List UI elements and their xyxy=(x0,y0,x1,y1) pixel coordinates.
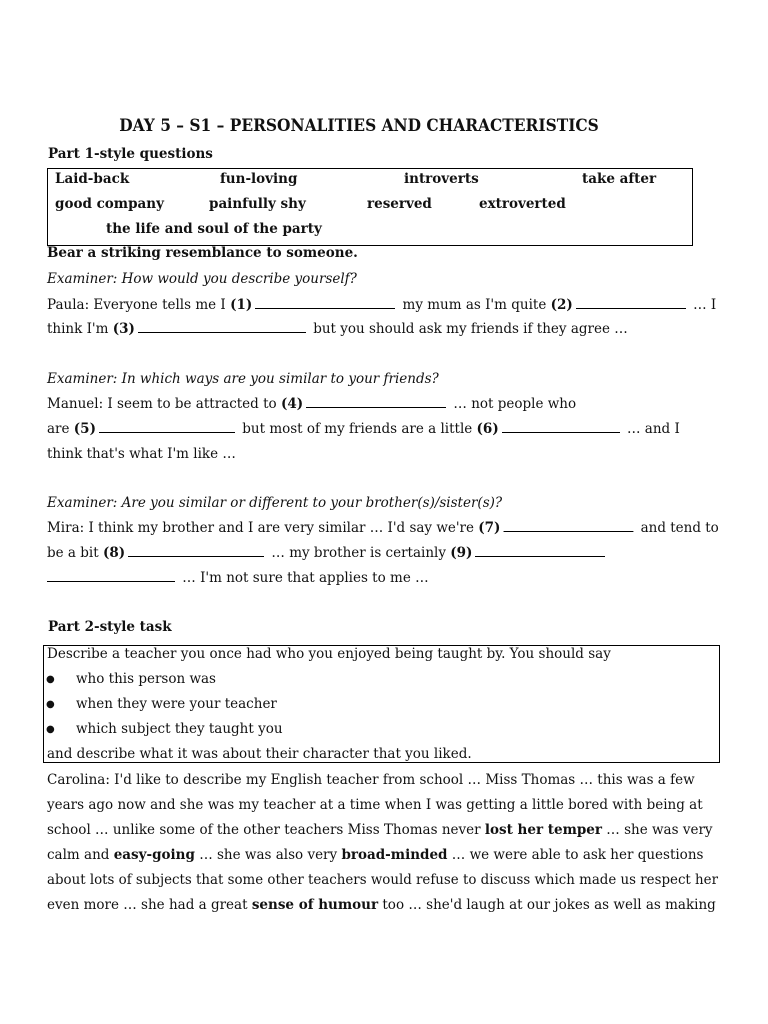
vocab-item: take after xyxy=(582,171,657,187)
vocab-extra: Bear a striking resemblance to someone. xyxy=(47,245,358,261)
answer-line: Paula: Everyone tells me I (1) my mum as I'm quite (2) … I xyxy=(47,297,717,313)
response-line: about lots of subjects that some other teachers would refuse to discuss which made us respect her xyxy=(47,872,718,888)
answer-line: be a bit (8) … my brother is certainly (9) xyxy=(47,545,608,561)
gap-blank[interactable] xyxy=(576,297,686,309)
page-title: DAY 5 – S1 – PERSONALITIES AND CHARACTERISTICS xyxy=(119,116,599,135)
response-line: school … unlike some of the other teachers Miss Thomas never lost her temper … she was very xyxy=(47,822,713,838)
gap-number: (5) xyxy=(73,421,96,437)
task-closing: and describe what it was about their character that you liked. xyxy=(47,746,472,762)
gap-blank[interactable] xyxy=(255,297,395,309)
bullet-icon: ● xyxy=(46,674,55,685)
answer-line: Manuel: I seem to be attracted to (4) … not people who xyxy=(47,396,577,412)
key-phrase: broad-minded xyxy=(341,847,448,863)
examiner-question: Examiner: In which ways are you similar to your friends? xyxy=(47,371,439,387)
gap-blank[interactable] xyxy=(502,421,620,433)
vocab-item: the life and soul of the party xyxy=(106,221,322,237)
vocab-item: fun-loving xyxy=(220,171,298,187)
examiner-question: Examiner: How would you describe yourself? xyxy=(47,271,357,287)
task-bullet: when they were your teacher xyxy=(76,696,277,712)
response-line: even more … she had a great sense of humour too … she'd laugh at our jokes as well as making xyxy=(47,897,716,913)
key-phrase: sense of humour xyxy=(251,897,379,913)
gap-blank[interactable] xyxy=(128,545,264,557)
gap-number: (3) xyxy=(112,321,135,337)
answer-line: think I'm (3) but you should ask my friends if they agree … xyxy=(47,321,628,337)
task-bullet: who this person was xyxy=(76,671,216,687)
task-intro: Describe a teacher you once had who you enjoyed being taught by. You should say xyxy=(47,646,611,662)
gap-number: (8) xyxy=(102,545,126,561)
gap-blank[interactable] xyxy=(306,396,446,408)
response-line: years ago now and she was my teacher at a time when I was getting a little bored with being at xyxy=(47,797,703,813)
gap-blank[interactable] xyxy=(475,545,605,557)
bullet-icon: ● xyxy=(46,724,55,735)
gap-number: (2) xyxy=(550,297,573,313)
vocab-item: reserved xyxy=(367,196,432,212)
vocab-item: extroverted xyxy=(479,196,566,212)
gap-blank[interactable] xyxy=(99,421,235,433)
part1-heading: Part 1-style questions xyxy=(48,146,213,162)
key-phrase: lost her temper xyxy=(484,822,603,838)
vocab-item: good company xyxy=(55,196,164,212)
vocab-item: Laid-back xyxy=(55,171,130,187)
gap-blank[interactable] xyxy=(47,570,175,582)
gap-number: (6) xyxy=(476,421,499,437)
response-line: Carolina: I'd like to describe my English teacher from school … Miss Thomas … this was a few xyxy=(47,772,695,788)
key-phrase: easy-going xyxy=(113,847,195,863)
vocab-item: introverts xyxy=(404,171,479,187)
part2-heading: Part 2-style task xyxy=(48,619,172,635)
gap-number: (7) xyxy=(478,520,501,536)
answer-line: Mira: I think my brother and I are very similar … I'd say we're (7) and tend to xyxy=(47,520,719,536)
vocab-item: painfully shy xyxy=(209,196,306,212)
task-bullet: which subject they taught you xyxy=(76,721,283,737)
answer-line: are (5) but most of my friends are a little (6) … and I xyxy=(47,421,680,437)
bullet-icon: ● xyxy=(46,699,55,710)
examiner-question: Examiner: Are you similar or different to your brother(s)/sister(s)? xyxy=(47,495,503,511)
gap-number: (9) xyxy=(450,545,473,561)
gap-number: (4) xyxy=(280,396,304,412)
answer-line: think that's what I'm like … xyxy=(47,446,236,462)
gap-blank[interactable] xyxy=(138,321,306,333)
gap-number: (1) xyxy=(230,297,253,313)
gap-blank[interactable] xyxy=(503,520,633,532)
response-line: calm and easy-going … she was also very broad-minded … we were able to ask her questions xyxy=(47,847,704,863)
answer-line: … I'm not sure that applies to me … xyxy=(47,570,429,586)
